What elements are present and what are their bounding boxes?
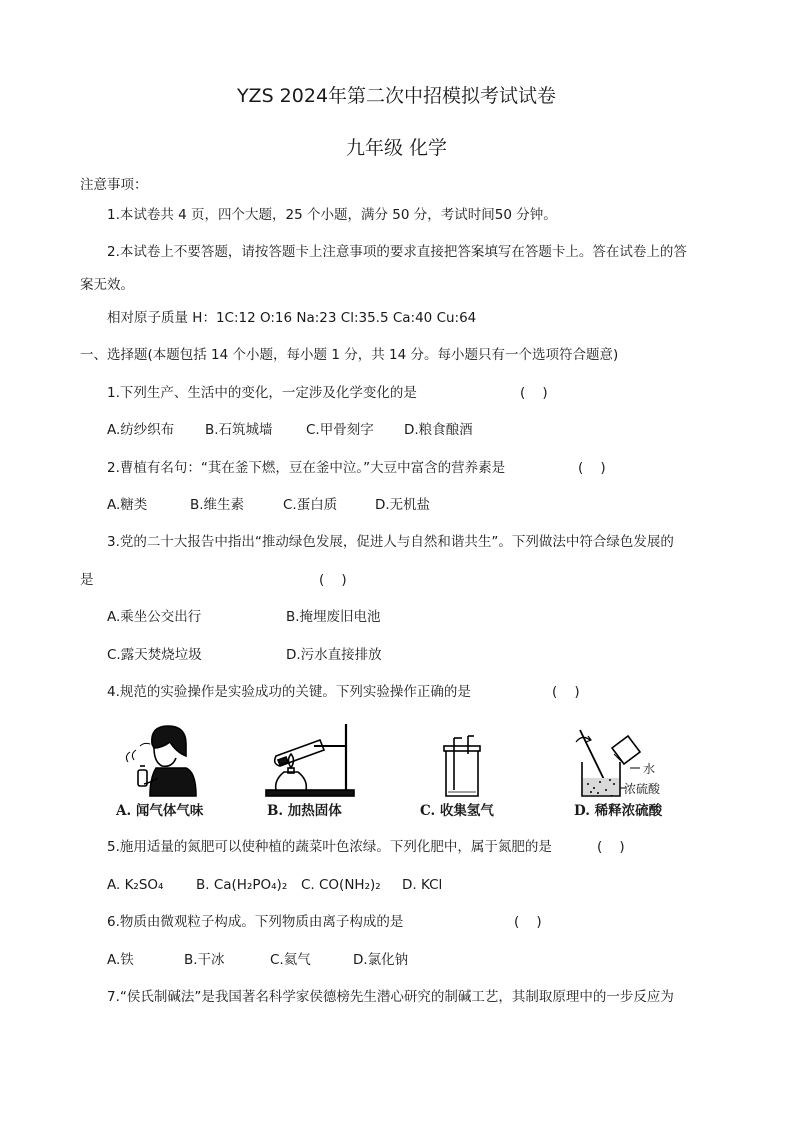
exam-title: YZS 2024年第二次中招模拟考试试卷	[236, 85, 557, 107]
q2-stem: 2.曹植有名句：“萁在釜下燃，豆在釜中泣。”大豆中富含的营养素是	[107, 460, 506, 476]
q1-stem: 1.下列生产、生活中的变化，一定涉及化学变化的是	[107, 385, 417, 401]
q4-answer-paren: ( )	[552, 684, 580, 700]
q3-option-b: B.掩埋废旧电池	[286, 609, 381, 625]
q1-option-d: D.粮食酿酒	[404, 422, 473, 438]
notes-item-1: 1.本试卷共 4 页，四个大题，25 个小题，满分 50 分，考试时间50 分钟。	[107, 207, 557, 223]
q5-option-b: B. Ca(H₂PO₄)₂	[196, 877, 288, 893]
q6-answer-paren: ( )	[514, 914, 542, 930]
q2-answer-paren: ( )	[578, 460, 606, 476]
q2-option-d: D.无机盐	[375, 497, 431, 513]
notes-heading: 注意事项：	[80, 177, 148, 193]
notes-item-2-line1: 2.本试卷上不要答题，请按答题卡上注意事项的要求直接把答案填写在答题卡上。答在试卷上的答	[107, 244, 687, 260]
q1-answer-paren: ( )	[520, 385, 548, 401]
q6-option-a: A.铁	[107, 952, 134, 968]
figure-collect-hydrogen	[438, 734, 488, 800]
q6-option-d: D.氯化钠	[353, 952, 409, 968]
figure-smell-gas	[116, 722, 206, 798]
q2-option-b: B.维生素	[190, 497, 245, 513]
q5-answer-paren: ( )	[597, 839, 625, 855]
q3-option-a: A.乘坐公交出行	[107, 609, 202, 625]
q4-caption-a: A. 闻气体气味	[116, 803, 204, 819]
q4-caption-c: C. 收集氢气	[420, 803, 494, 819]
label-conc-acid: 浓硫酸	[624, 782, 661, 796]
q3-stem-line2: 是	[80, 572, 94, 588]
exam-subtitle: 九年级 化学	[345, 137, 448, 159]
q3-option-d: D.污水直接排放	[286, 647, 382, 663]
q3-option-c: C.露天焚烧垃圾	[107, 647, 202, 663]
q4-stem: 4.规范的实验操作是实验成功的关键。下列实验操作正确的是	[107, 684, 471, 700]
notes-item-2-line2: 案无效。	[80, 277, 134, 293]
figure-heat-solid	[262, 720, 362, 800]
q1-option-c: C.甲骨刻字	[306, 422, 374, 438]
q3-stem-line1: 3.党的二十大报告中指出“推动绿色发展，促进人与自然和谐共生”。下列做法中符合绿色发展的	[107, 534, 674, 550]
section-1-heading: 一、选择题(本题包括 14 个小题，每小题 1 分，共 14 分。每小题只有一个选项符合题意)	[80, 347, 619, 363]
atomic-mass-line: 相对原子质量 H：1C:12 O:16 Na:23 Cl:35.5 Ca:40 Cu:64	[107, 310, 477, 326]
q4-caption-b: B. 加热固体	[267, 803, 342, 819]
q5-option-d: D. KCl	[402, 877, 443, 893]
q5-option-c: C. CO(NH₂)₂	[301, 877, 381, 893]
q1-option-b: B.石筑城墙	[205, 422, 273, 438]
q3-answer-paren: ( )	[319, 572, 347, 588]
q7-stem: 7.“侯氏制碱法”是我国著名科学家侯德榜先生潜心研究的制碱工艺，其制取原理中的一步反应为	[107, 989, 674, 1005]
q1-option-a: A.纺纱织布	[107, 422, 175, 438]
q4-caption-d: D. 稀释浓硫酸	[574, 803, 663, 819]
q6-option-b: B.干冰	[184, 952, 225, 968]
q2-option-a: A.糖类	[107, 497, 148, 513]
q6-option-c: C.氦气	[270, 952, 311, 968]
q5-option-a: A. K₂SO₄	[107, 877, 164, 893]
q6-stem: 6.物质由微观粒子构成。下列物质由离子构成的是	[107, 914, 404, 930]
q2-option-c: C.蛋白质	[283, 497, 338, 513]
q5-stem: 5.施用适量的氮肥可以使种植的蔬菜叶色浓绿。下列化肥中，属于氮肥的是	[107, 839, 552, 855]
label-water: 水	[643, 762, 656, 776]
